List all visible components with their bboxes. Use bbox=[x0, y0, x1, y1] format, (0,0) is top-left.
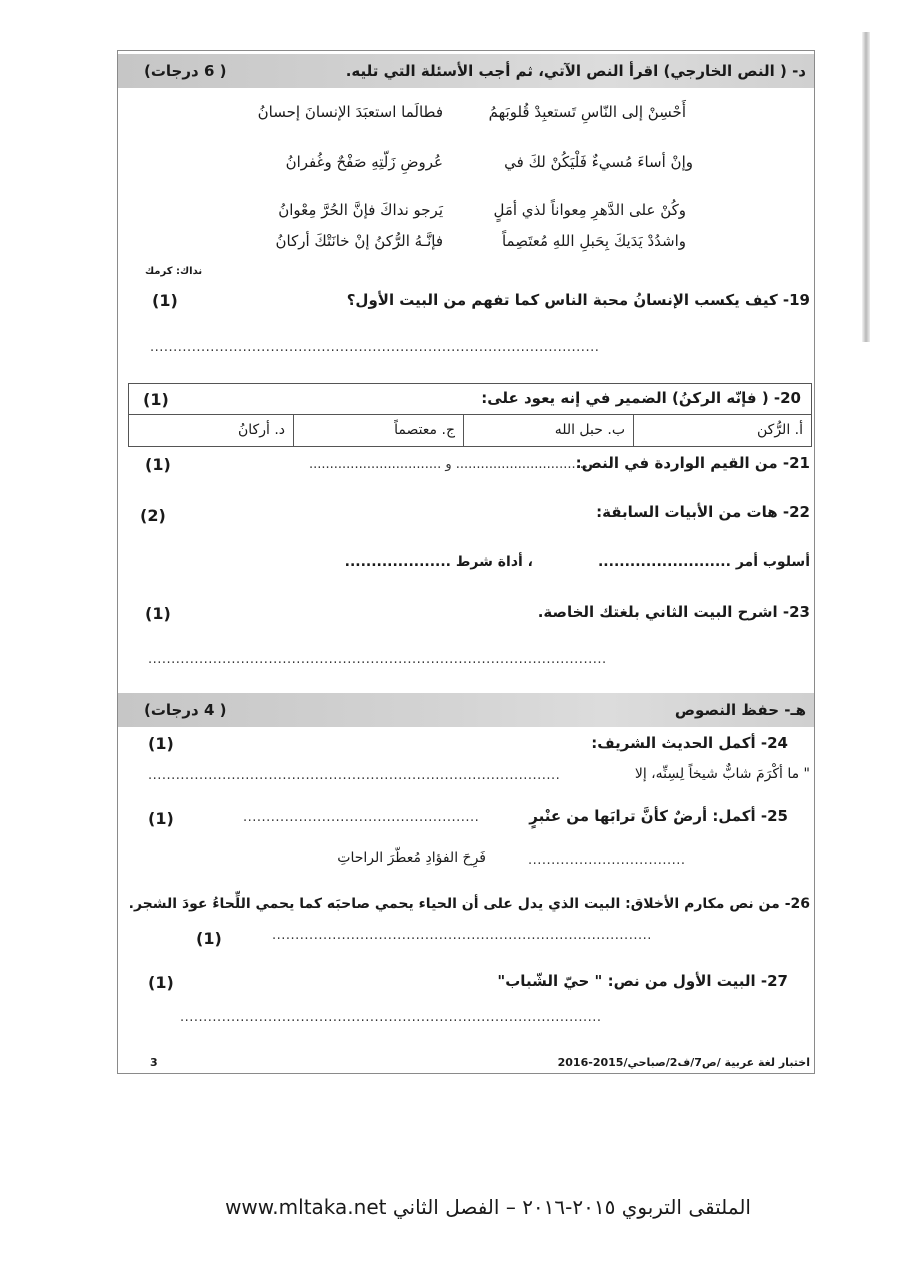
q21-answer-line[interactable]: ................................ و ................................ bbox=[308, 457, 588, 472]
q19-mark: (1) bbox=[152, 291, 178, 310]
verse-4-right: واشدُدْ يَدَيكَ بِحَبلِ اللهِ مُعتَصِماً bbox=[501, 232, 686, 250]
q19-text: 19- كيف يكسب الإنسانُ محبة الناس كما تفهم من البيت الأول؟ bbox=[346, 291, 810, 309]
q23-mark: (1) bbox=[145, 604, 171, 623]
q20-box bbox=[128, 383, 812, 447]
section-h-title: هـ- حفظ النصوص bbox=[674, 701, 806, 719]
q26-text: 26- من نص مكارم الأخلاق: البيت الذي يدل على أن الحياء يحمي صاحبَه كما يحمي اللِّحاءُ عودَ الشجر. bbox=[128, 896, 810, 912]
q23-text: 23- اشرح البيت الثاني بلغتك الخاصة. bbox=[537, 603, 810, 621]
section-d-grade: ( 6 درجات) bbox=[144, 62, 227, 80]
verse-2-left: عُروضِ زَلّتِهِ صَفْحٌ وغُفرانُ bbox=[285, 153, 443, 171]
q27-mark: (1) bbox=[148, 973, 174, 992]
verse-2-right: وإنْ أساءَ مُسيءٌ فَلْيَكُنْ لكَ في bbox=[504, 153, 693, 171]
section-h-header bbox=[118, 693, 814, 727]
q22-condition-line[interactable]: ، أداة شرط .................... bbox=[344, 554, 533, 570]
q20-option-b[interactable]: ب. حبل الله bbox=[463, 415, 633, 447]
verse-4-left: فإنَّـهُ الرُّكنُ إنْ خانَتْكَ أركانُ bbox=[275, 232, 443, 250]
section-h-grade: ( 4 درجات) bbox=[144, 701, 227, 719]
q26-answer-line[interactable]: .................................................................................. bbox=[272, 928, 652, 943]
q20-option-a[interactable]: أ. الرُّكن bbox=[633, 415, 811, 447]
q25-line-2: فَرِحَ الفؤادِ مُعطّرَ الراحاتِ bbox=[337, 850, 486, 866]
q27-text: 27- البيت الأول من نص: " حيّ الشّباب" bbox=[497, 972, 788, 990]
q24-mark: (1) bbox=[148, 734, 174, 753]
q21-mark: (1) bbox=[145, 455, 171, 474]
q24-text: 24- أكمل الحديث الشريف: bbox=[591, 734, 788, 752]
q27-answer-line[interactable]: ........................................................................................... bbox=[180, 1010, 602, 1025]
page-number: 3 bbox=[150, 1056, 158, 1069]
q20-option-c[interactable]: ج. معتصماً bbox=[293, 415, 463, 447]
section-d-header bbox=[118, 54, 814, 88]
q20-mark: (1) bbox=[143, 390, 169, 409]
q21-text: 21- من القيم الواردة في النص: bbox=[575, 454, 810, 472]
q25-answer-line-1[interactable]: ................................................... bbox=[243, 810, 480, 825]
exam-footer-label: اختبار لغة عربية /ص7/ف2/صباحي/2015-2016 bbox=[557, 1056, 810, 1069]
q20-text: 20- ( فإنّه الركنُ) الضمير في إنه يعود على: bbox=[481, 389, 801, 407]
q22-mark: (2) bbox=[140, 506, 166, 525]
q19-answer-line[interactable]: ................................................................................................. bbox=[150, 340, 600, 355]
verse-3-left: يَرجو نداكَ فإنَّ الحُرَّ مِعْوانُ bbox=[278, 201, 443, 219]
gloss-note: نداك: كرمك bbox=[145, 266, 203, 277]
q25-answer-line-2[interactable]: .................................. bbox=[528, 853, 686, 868]
q24-hadith-line: " ما أكْرَمَ شابٌّ شيخاً لِسِنِّه، إلا bbox=[634, 766, 810, 782]
scan-edge-shadow bbox=[862, 32, 870, 342]
verse-1-right: أَحْسِنْ إلى النّاسِ تَستعبِدْ قُلوبَهمُ bbox=[488, 103, 686, 121]
q23-answer-line[interactable]: ................................................................................................... bbox=[148, 652, 607, 667]
section-d-title: د- ( النص الخارجي) اقرأ النص الآتي، ثم أجب الأسئلة التي تليه. bbox=[345, 62, 806, 80]
verse-1-left: فطالَما استعبَدَ الإنسانَ إحسانُ bbox=[257, 103, 443, 121]
watermark-text: www.mltaka.net الملتقى التربوي ٢٠١٥-٢٠١٦ – الفصل الثاني bbox=[225, 1195, 751, 1219]
q26-mark: (1) bbox=[196, 929, 222, 948]
q22-text: 22- هات من الأبيات السابقة: bbox=[596, 503, 810, 521]
q25-text: 25- أكمل: أرضٌ كأنَّ ترابَها من عنْبرٍ bbox=[529, 807, 788, 825]
verse-3-right: وكُنْ على الدَّهرِ مِعواناً لذي أمَلٍ bbox=[493, 201, 686, 219]
q20-options bbox=[129, 414, 811, 447]
q22-imperative-line[interactable]: أسلوب أمر ......................... bbox=[597, 554, 810, 570]
q25-mark: (1) bbox=[148, 809, 174, 828]
q20-option-d[interactable]: د. أركانُ bbox=[238, 422, 285, 438]
q24-answer-line[interactable]: ......................................................................................... bbox=[148, 768, 561, 783]
